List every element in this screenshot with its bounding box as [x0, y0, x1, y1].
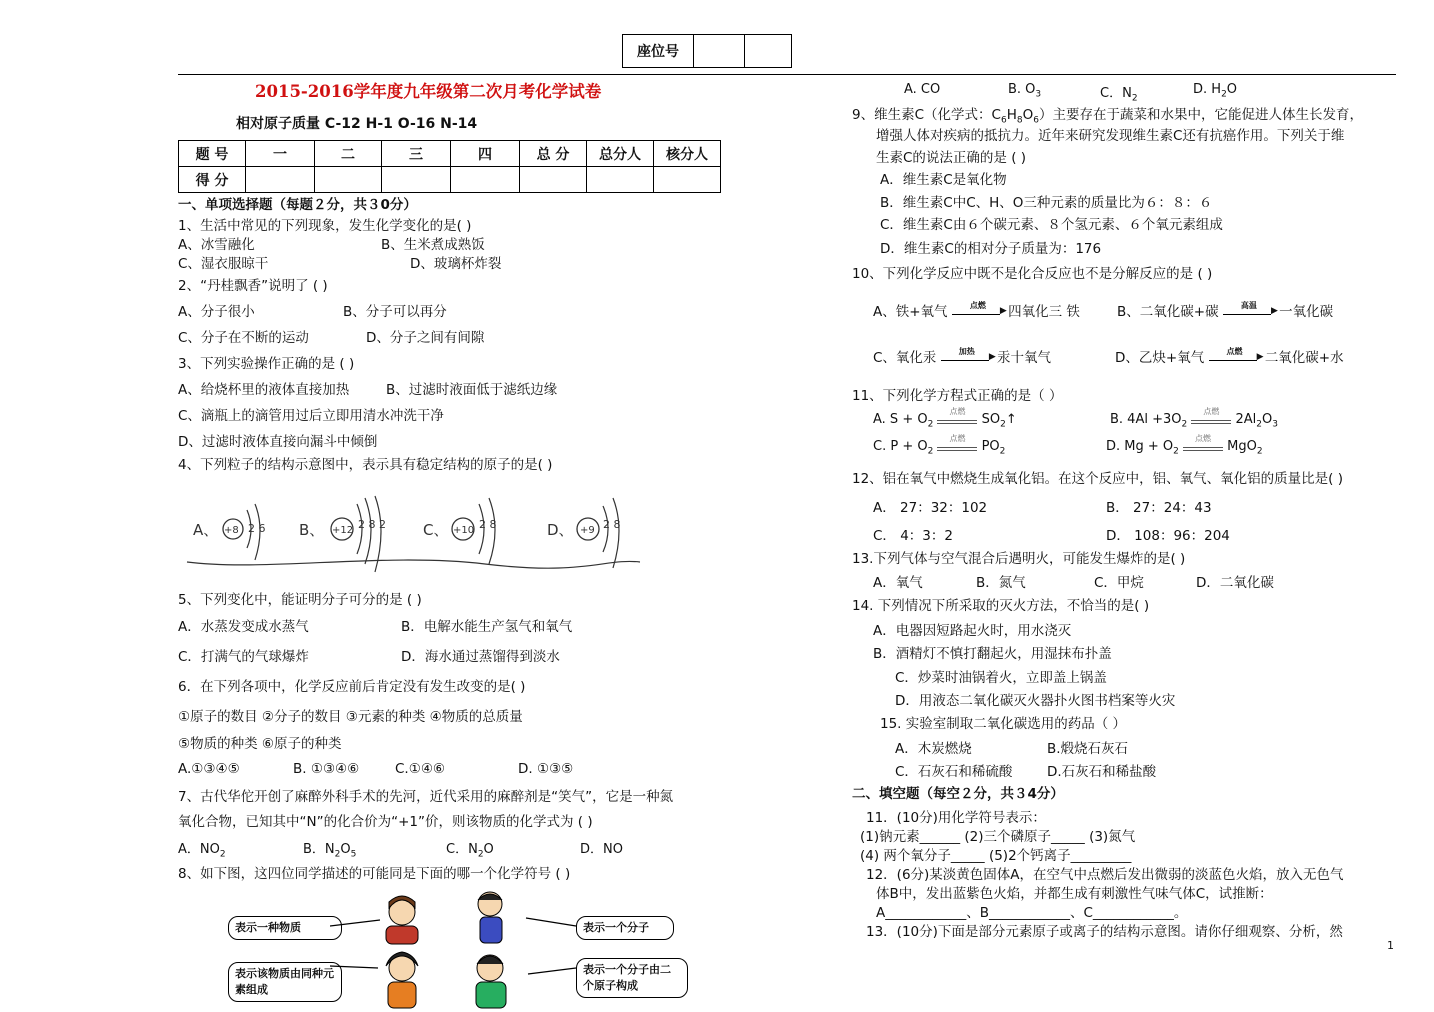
q12-option-b: B． 27：24：43	[1106, 500, 1212, 516]
fill-q12-blanks: A____________、B____________、C____________。	[876, 905, 1188, 921]
q7-option-a: A．$NO_2$	[178, 842, 226, 860]
q12-option-c: C． 4：3：2	[873, 528, 953, 544]
section-two-heading: 二、填空题（每空２分，共３4分）	[852, 786, 1064, 802]
q5-option-a: A．水蒸发变成水蒸气	[178, 619, 309, 635]
question-10: 10、下列化学反应中既不是化合反应也不是分解反应的是 ( )	[852, 266, 1213, 282]
q8-option-c: C．$N_2$	[1100, 86, 1138, 104]
q1-option-a: A、冰雪融化	[178, 237, 255, 253]
q15-option-a: A．木炭燃烧	[895, 741, 972, 757]
q3-option-d: D、过滤时液体直接向漏斗中倾倒	[178, 434, 378, 450]
q3-option-b: B、过滤时液面低于滤纸边缘	[386, 382, 558, 398]
q6-option-b: B. ①③④⑥	[293, 761, 360, 777]
exam-title: 2015-2016学年度九年级第二次月考化学试卷	[255, 82, 602, 101]
q14-option-b: B．酒精灯不慎打翻起火，用湿抹布扑盖	[873, 646, 1112, 662]
q2-option-a: A、分子很小	[178, 304, 255, 320]
q11-option-a: A. $S + O_2$ 点燃 $SO_2↑$	[873, 406, 1017, 430]
q3-option-c: C、滴瓶上的滴管用过后立即用清水冲洗干净	[178, 408, 444, 424]
q3-option-a: A、给烧杯里的液体直接加热	[178, 382, 350, 398]
question-12: 12、铝在氧气中燃烧生成氧化铝。在这个反应中，铝、氧气、氧化铝的质量比是( )	[852, 471, 1344, 487]
question-14: 14. 下列情况下所采取的灭火方法，不恰当的是( )	[852, 598, 1150, 614]
q10-option-c: C、氧化汞 ▶ 加热 汞十氧气	[873, 346, 1051, 366]
q1-option-c: C、湿衣服晾干	[178, 256, 269, 272]
q12-option-d: D． 108：96：204	[1106, 528, 1230, 544]
student-3	[386, 952, 418, 1008]
q8-bubble-1: 表示一种物质	[228, 916, 342, 940]
q7-option-b: B．$N_2O_5$	[303, 842, 357, 860]
score-header: 二	[315, 141, 382, 167]
q8-option-d: D. $H_2O$	[1193, 82, 1238, 100]
question-7-line2: 氧化合物，已知其中“N”的化合价为“+1”价，则该物质的化学式为 ( )	[178, 814, 593, 830]
question-9: 9、维生素C（化学式：$C_6H_8O_6$）主要存在于蔬菜和水果中，它能促进人体生长发育，	[852, 107, 1363, 126]
q15-option-c: C．石灰石和稀硫酸	[895, 764, 1013, 780]
score-header: 一	[246, 141, 315, 167]
seat-cell	[745, 35, 792, 68]
fill-question-12: 12．(6分)某淡黄色固体A，在空气中点燃后发出微弱的淡蓝色火焰，放入无色气	[866, 867, 1344, 883]
q6-option-c: C.①④⑥	[395, 761, 446, 777]
q9-option-d: D．维生素C的相对分子质量为：176	[880, 241, 1102, 257]
score-header: 总分人	[587, 141, 654, 167]
fill-question-11: 11．(10分)用化学符号表示：	[866, 810, 1046, 826]
q4-nucleus-label-b: +12	[332, 525, 354, 536]
q15-option-d: D.石灰石和稀盐酸	[1047, 764, 1157, 780]
score-header: 核分人	[654, 141, 721, 167]
q9-line3: 生素C的说法正确的是 ( )	[876, 150, 1027, 166]
q1-option-b: B、生米煮成熟饭	[381, 237, 485, 253]
score-header: 四	[451, 141, 520, 167]
q2-option-b: B、分子可以再分	[343, 304, 447, 320]
score-table	[178, 140, 721, 193]
q13-option-d: D．二氧化碳	[1196, 575, 1274, 591]
q10-option-a: A、铁+氧气 ▶ 点燃 四氧化三 铁	[873, 300, 1080, 320]
q1-option-d: D、玻璃杯炸裂	[410, 256, 502, 272]
q9-line2: 增强人体对疾病的抵抗力。近年来研究发现维生素C还有抗癌作用。下列关于维	[876, 128, 1345, 144]
q8-option-a: A. CO	[904, 82, 941, 97]
q9-option-c: C．维生素C由６个碳元素、８个氢元素、６个氧元素组成	[880, 217, 1223, 233]
section-one-heading: 一、单项选择题（每题２分，共３0分）	[178, 197, 417, 213]
fill-q11-line1: (1)钠元素______ (2)三个磷原子_____ (3)氮气	[860, 829, 1136, 845]
q8-bubble-4: 表示一个分子由二个原子构成	[576, 958, 688, 998]
score-header: 三	[382, 141, 451, 167]
q12-option-a: A． 27：32：102	[873, 500, 988, 516]
page-number: 1	[1387, 939, 1394, 952]
q14-option-a: A．电器因短路起火时，用水浇灭	[873, 623, 1072, 639]
score-header: 题 号	[179, 141, 246, 167]
question-11: 11、下列化学方程式正确的是（ ）	[852, 388, 1063, 404]
student-1	[386, 896, 418, 944]
question-15: 15. 实验室制取二氧化碳选用的药品（ ）	[880, 716, 1127, 732]
q4-electrons-c: 2 8	[479, 518, 497, 531]
q7-option-c: C．$N_2O$	[446, 842, 494, 860]
q4-electrons-b: 2 8 2	[358, 518, 386, 531]
q5-option-d: D．海水通过蒸馏得到淡水	[401, 649, 560, 665]
q4-label-c: C、	[423, 521, 449, 539]
q10-option-b: B、二氧化碳+碳 ▶ 高温 一氧化碳	[1117, 300, 1333, 320]
q6-items-1: ①原子的数目 ②分子的数目 ③元素的种类 ④物质的总质量	[178, 709, 523, 725]
q11-option-c: C. $P + O_2$ 点燃 $PO_2$	[873, 433, 1006, 457]
q5-option-c: C．打满气的气球爆炸	[178, 649, 309, 665]
q2-option-c: C、分子在不断的运动	[178, 330, 309, 346]
q8-bubble-3: 表示该物质由同种元素组成	[228, 962, 342, 1002]
question-3: 3、下列实验操作正确的是 ( )	[178, 356, 355, 372]
question-1: 1、生活中常见的下列现象，发生化学变化的是( )	[178, 218, 472, 234]
q4-electrons-d: 2 8	[603, 518, 621, 531]
q10-option-d: D、乙炔+氧气 ▶ 点燃 二氧化碳+水	[1115, 346, 1344, 366]
score-row-label: 得 分	[179, 167, 246, 193]
header-rule	[178, 74, 1396, 75]
q4-label-d: D、	[547, 521, 574, 539]
q13-option-c: C．甲烷	[1094, 575, 1144, 591]
q2-option-d: D、分子之间有间隙	[366, 330, 485, 346]
q7-option-d: D．NO	[580, 842, 623, 857]
fill-question-13: 13．(10分)下面是部分元素原子或离子的结构示意图。请你仔细观察、分析，然	[866, 924, 1343, 940]
fill-q11-line2: (4) 两个氧分子_____ (5)2个钙离子_________	[860, 848, 1132, 864]
q9-option-b: B．维生素C中C、H、O三种元素的质量比为６：８：６	[880, 195, 1213, 211]
seat-label: 座位号	[623, 35, 694, 68]
question-4: 4、下列粒子的结构示意图中，表示具有稳定结构的原子的是( )	[178, 457, 553, 473]
q13-option-a: A．氧气	[873, 575, 923, 591]
student-2	[478, 892, 502, 943]
q11-option-b: B. $4Al +3O_2$ 点燃 $2Al_2O_3$	[1110, 406, 1278, 430]
q4-nucleus-label-d: +9	[580, 525, 595, 536]
q9-option-a: A．维生素C是氧化物	[880, 172, 1007, 188]
question-13: 13.下列气体与空气混合后遇明火，可能发生爆炸的是( )	[852, 551, 1186, 567]
fill-q12-line2: 体B中，发出蓝紫色火焰，并都生成有刺激性气味气体C，试推断：	[876, 886, 1273, 902]
question-8: 8、如下图，这四位同学描述的可能同是下面的哪一个化学符号 ( )	[178, 866, 571, 882]
q4-nucleus-label-c: +10	[453, 525, 475, 536]
question-2: 2、“丹桂飘香”说明了 ( )	[178, 278, 328, 294]
q6-option-d: D. ①③⑤	[518, 761, 574, 777]
q8-bubble-2: 表示一个分子	[576, 916, 674, 940]
score-header: 总 分	[520, 141, 587, 167]
seat-number-table	[622, 34, 792, 68]
q4-electrons-a: 2 6	[248, 522, 266, 535]
atomic-mass-line: 相对原子质量 C-12 H-1 O-16 N-14	[236, 116, 478, 132]
question-6: 6．在下列各项中，化学反应前后肯定没有发生改变的是( )	[178, 679, 526, 695]
q5-option-b: B．电解水能生产氢气和氧气	[401, 619, 573, 635]
q8-students-illustration	[330, 890, 580, 1012]
q4-underline-stroke	[187, 560, 640, 568]
student-4	[476, 955, 506, 1008]
q6-items-2: ⑤物质的种类 ⑥原子的种类	[178, 736, 342, 752]
q14-option-d: D．用液态二氧化碳灭火器扑火图书档案等火灾	[895, 693, 1176, 709]
q6-option-a: A.①③④⑤	[178, 761, 240, 777]
q4-nucleus-label-a: +8	[224, 525, 239, 536]
question-5: 5、下列变化中，能证明分子可分的是 ( )	[178, 592, 422, 608]
q4-atom-diagrams	[185, 488, 645, 574]
q15-option-b: B.煅烧石灰石	[1047, 741, 1129, 757]
q4-label-b: B、	[299, 521, 325, 539]
q8-option-b: B. $O_3$	[1008, 82, 1042, 100]
q4-label-a: A、	[193, 521, 219, 539]
q14-option-c: C．炒菜时油锅着火，立即盖上锅盖	[895, 670, 1107, 686]
q13-option-b: B．氮气	[976, 575, 1026, 591]
q11-option-d: D. $Mg + O_2$ 点燃 MgO$_2$	[1106, 433, 1263, 457]
seat-cell	[694, 35, 745, 68]
question-7-line1: 7、古代华佗开创了麻醉外科手术的先河，近代采用的麻醉剂是“笑气”，它是一种氮	[178, 789, 674, 805]
